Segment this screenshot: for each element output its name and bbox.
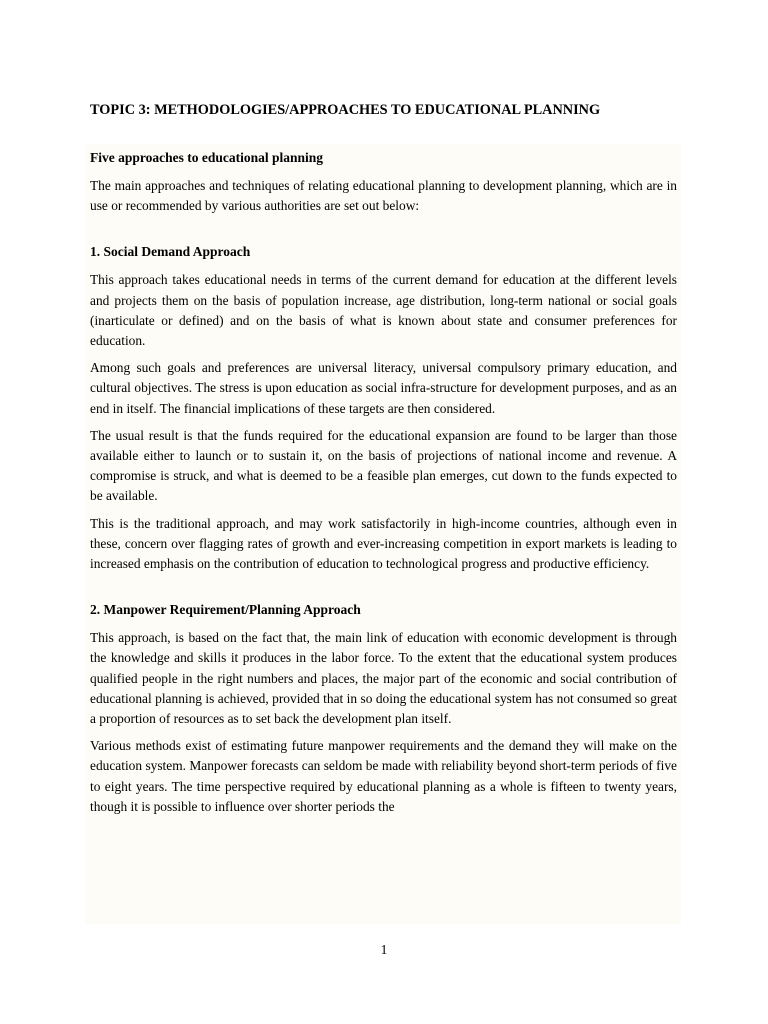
body-paragraph: The usual result is that the funds required for the educational expansion are found to be larger than those available either to launch or to sustain it, on the basis of projections of national income and revenue. A compromise is struck, and what is deemed to be a feasible plan emerges, cut down to the funds expected to be available. (90, 427, 677, 504)
page-number: 1 (380, 942, 388, 957)
body-paragraph: This approach takes educational needs in terms of the current demand for education at the different levels and projects them on the basis of population increase, age distribution, long-term national or social goals (inarticulate or defined) and on the basis of what is known about state and consumer preferences for education. (90, 272, 677, 349)
body-paragraph: Among such goals and preferences are universal literacy, universal compulsory primary education, and cultural objectives. The stress is upon education as social infra-structure for development purposes, and as an end in itself. The financial implications of these targets are then considered. (90, 360, 677, 416)
body-paragraph: This approach, is based on the fact that, the main link of education with economic development is through the knowledge and skills it produces in the labor force. To the extent that the educational system produces qualified people in the right numbers and places, the major part of the economic and social contribution of educational planning is achieved, provided that in so doing the educational system has not consumed so great a proportion of resources as to set back the development plan itself. (90, 630, 677, 727)
body-paragraph: This is the traditional approach, and may work satisfactorily in high-income countries, although even in these, concern over flagging rates of growth and ever-increasing competition in export markets is leading to increased emphasis on the contribution of education to technological progress and productive efficiency. (90, 515, 677, 572)
body-paragraph: Various methods exist of estimating future manpower requirements and the demand they will make on the education system. Manpower forecasts can seldom be made with reliability beyond short-term periods of five to eight years. The time perspective required by educational planning as a whole is fifteen to twenty years, though it is possible to influence over shorter periods the (90, 738, 677, 814)
section-heading: 2. Manpower Requirement/Planning Approach (90, 602, 361, 618)
section-manpower (90, 600, 677, 817)
topic-title: TOPIC 3: METHODOLOGIES/APPROACHES TO EDUCATIONAL PLANNING (90, 102, 601, 118)
intro-paragraph: The main approaches and techniques of relating educational planning to development planning, which are in use or recommended by various authorities are set out below: (90, 178, 677, 214)
section-social-demand (90, 242, 677, 574)
section-heading: 1. Social Demand Approach (90, 244, 251, 260)
intro-heading: Five approaches to educational planning (90, 150, 324, 165)
document-body (90, 148, 677, 817)
